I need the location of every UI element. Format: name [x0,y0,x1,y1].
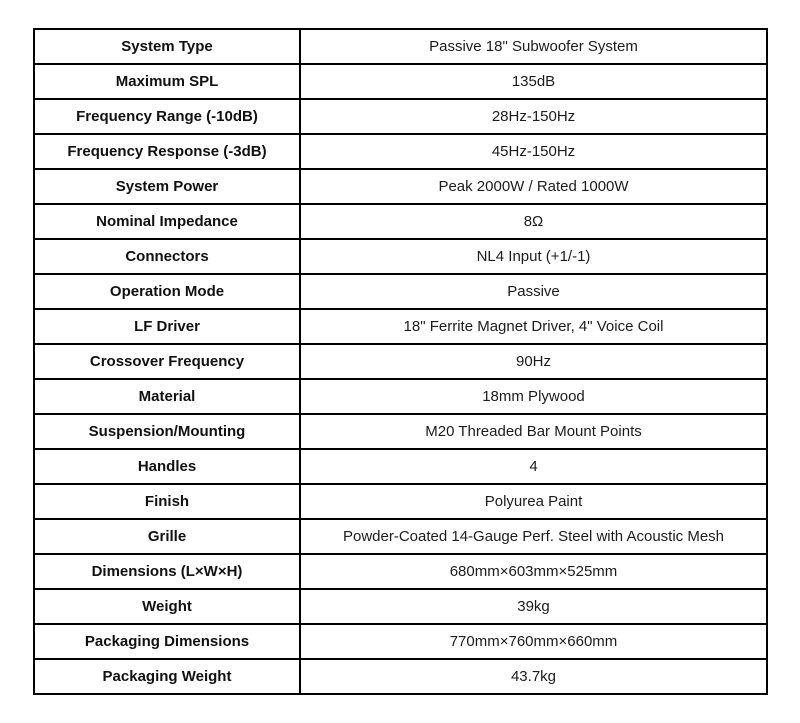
spec-label: System Power [34,169,300,204]
table-row [34,204,767,239]
spec-value: Peak 2000W / Rated 1000W [300,169,767,204]
spec-value: 90Hz [300,344,767,379]
table-row [34,169,767,204]
spec-label: Dimensions (L×W×H) [34,554,300,589]
spec-value: 18mm Plywood [300,379,767,414]
table-row [34,449,767,484]
table-row [34,64,767,99]
table-row [34,414,767,449]
spec-label: Weight [34,589,300,624]
spec-value: 680mm×603mm×525mm [300,554,767,589]
spec-label: Frequency Range (-10dB) [34,99,300,134]
spec-label: Operation Mode [34,274,300,309]
table-row [34,659,767,694]
spec-value: 4 [300,449,767,484]
spec-table [33,28,768,695]
spec-label: System Type [34,29,300,64]
table-row [34,519,767,554]
table-row [34,554,767,589]
spec-label: Suspension/Mounting [34,414,300,449]
table-row [34,29,767,64]
table-row [34,309,767,344]
spec-value: Passive [300,274,767,309]
spec-value: 45Hz-150Hz [300,134,767,169]
table-row [34,589,767,624]
spec-value: Powder-Coated 14-Gauge Perf. Steel with Acoustic Mesh [300,519,767,554]
table-row [34,344,767,379]
spec-value: Polyurea Paint [300,484,767,519]
spec-label: Crossover Frequency [34,344,300,379]
spec-value: 135dB [300,64,767,99]
spec-label: Packaging Dimensions [34,624,300,659]
spec-table-body [34,29,767,694]
spec-value: 28Hz-150Hz [300,99,767,134]
spec-label: Handles [34,449,300,484]
table-row [34,99,767,134]
spec-label: Finish [34,484,300,519]
spec-label: Maximum SPL [34,64,300,99]
spec-label: LF Driver [34,309,300,344]
spec-label: Frequency Response (-3dB) [34,134,300,169]
spec-value: NL4 Input (+1/-1) [300,239,767,274]
table-row [34,274,767,309]
spec-label: Packaging Weight [34,659,300,694]
spec-value: 18" Ferrite Magnet Driver, 4" Voice Coil [300,309,767,344]
table-row [34,484,767,519]
spec-value: 43.7kg [300,659,767,694]
spec-value: M20 Threaded Bar Mount Points [300,414,767,449]
spec-label: Connectors [34,239,300,274]
table-row [34,379,767,414]
spec-label: Material [34,379,300,414]
spec-value: 39kg [300,589,767,624]
spec-value: 8Ω [300,204,767,239]
table-row [34,134,767,169]
spec-label: Grille [34,519,300,554]
table-row [34,239,767,274]
spec-value: 770mm×760mm×660mm [300,624,767,659]
spec-label: Nominal Impedance [34,204,300,239]
table-row [34,624,767,659]
spec-value: Passive 18" Subwoofer System [300,29,767,64]
